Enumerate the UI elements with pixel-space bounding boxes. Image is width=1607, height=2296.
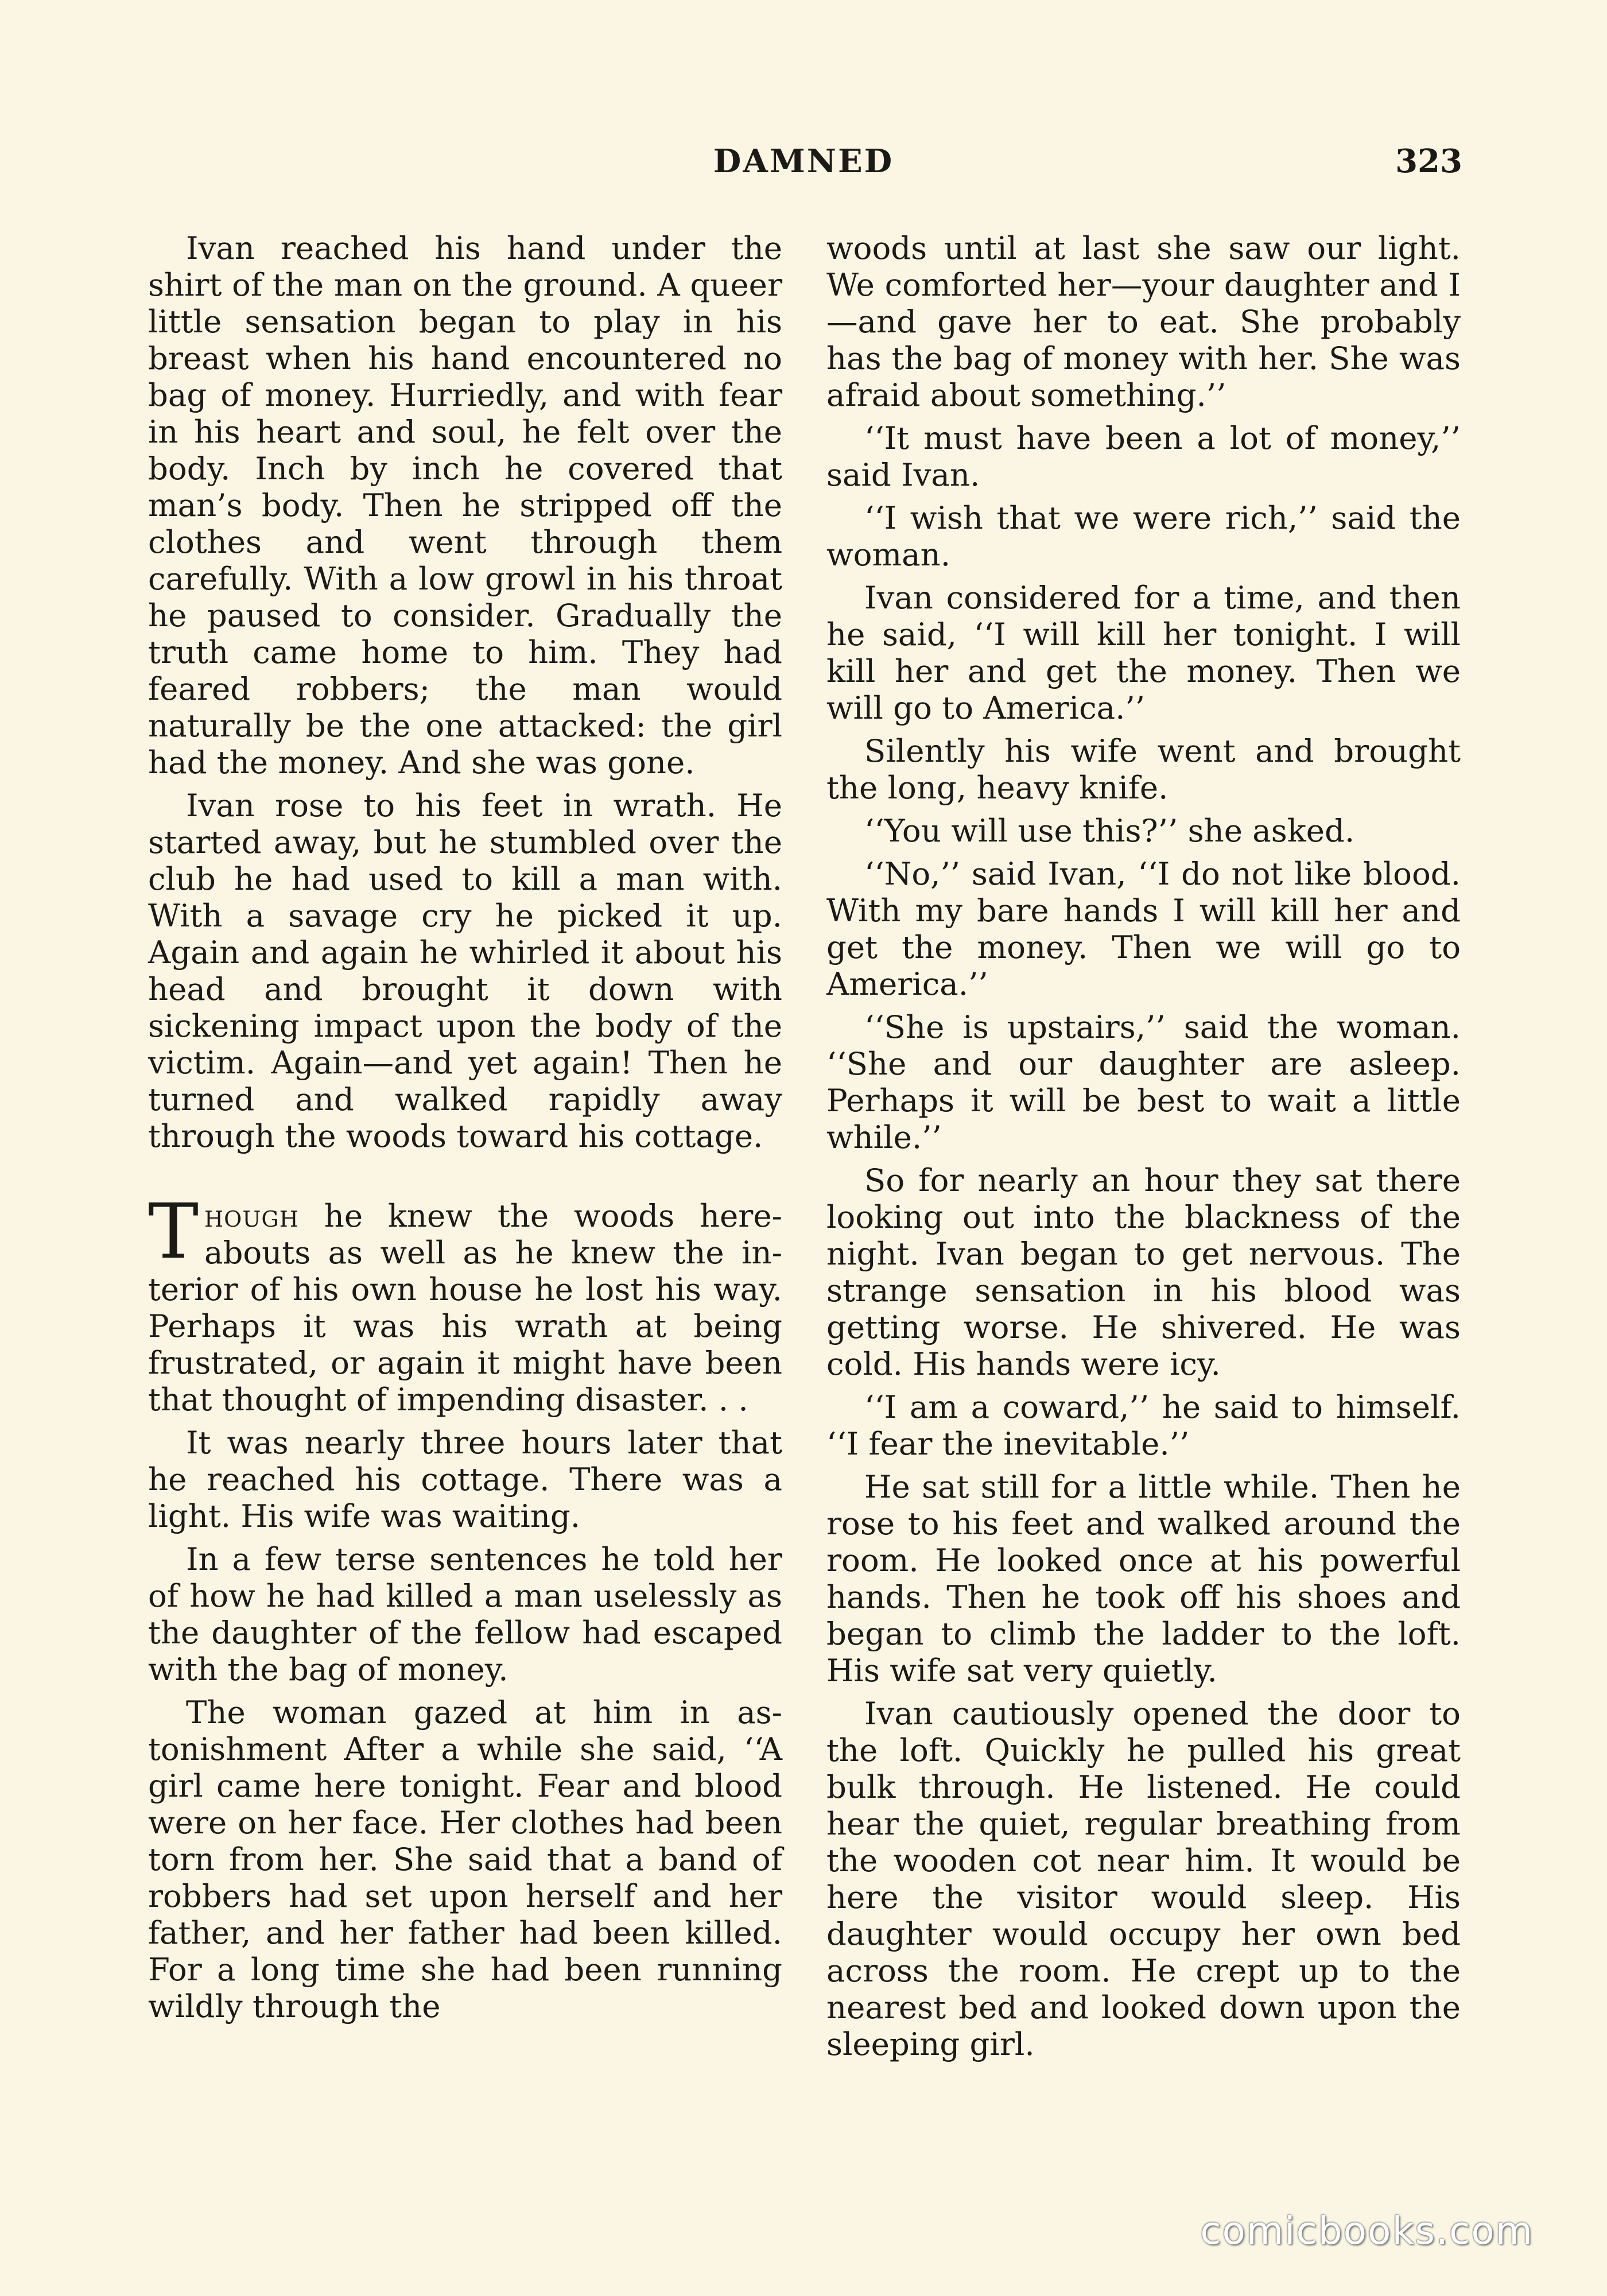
page-number: 323 bbox=[1395, 142, 1462, 180]
page-header bbox=[0, 142, 1607, 188]
paragraph: ‘‘It must have been a lot of money,’’ said Ivan. bbox=[826, 420, 1461, 493]
paragraph: ‘‘You will use this?’’ she asked. bbox=[864, 812, 1355, 849]
drop-cap: T bbox=[148, 1188, 199, 1276]
running-title: DAMNED bbox=[713, 142, 894, 180]
section-opening-paragraph bbox=[148, 1188, 782, 1418]
paragraph: In a few terse sentences he told her of how he had killed a man uselessly as the daughter of the fellow had escaped with the bag of money. bbox=[148, 1541, 782, 1688]
paragraph: Ivan reached his hand under the shirt of the man on the ground. A queer little sensation began to play in his breast when his hand encountered no bag of money. Hurriedly, and with fear in his heart and soul, he felt over the body. Inch by inch he covered that man’s body. Then he stripped off the clothes and went through them carefully. With a low growl in his throat he paused to consider. Gradually the truth came home to him. They had feared robbers; the man would naturally be the one attacked: the girl had the money. And she was gone. bbox=[148, 230, 782, 781]
continued-paragraph: woods until at last she saw our light. We comforted her—your daughter and I—and gave her to eat. She probably has the bag of money with her. She was afraid about something.’’ bbox=[826, 230, 1461, 413]
paragraph: It was nearly three hours later that he reached his cottage. There was a light. His wife was waiting. bbox=[148, 1424, 782, 1534]
paragraph: So for nearly an hour they sat there looking out into the blackness of the night. Ivan began to get nervous. The strange sensation in his blood was getting worse. He shivered. He was cold. His hands were icy. bbox=[826, 1162, 1461, 1382]
paragraph: Ivan cautiously opened the door to the loft. Quickly he pulled his great bulk through. He listened. He could hear the quiet, regular breathing from the wooden cot near him. It would be here the visitor would sleep. His daughter would occupy her own bed across the room. He crept up to the nearest bed and looked down upon the sleeping girl. bbox=[826, 1695, 1461, 2062]
paragraph: The woman gazed at him in astonishment After a while she said, ‘‘A girl came here tonight. Fear and blood were on her face. Her clothes had been torn from her. She said that a band of robbers had set upon herself and her father, and her father had been killed. For a long time she had been running wildly through the bbox=[148, 1694, 782, 2024]
paragraph: Ivan considered for a time, and then he said, ‘‘I will kill her tonight. I will kill her and get the money. Then we will go to America.’’ bbox=[826, 579, 1461, 726]
paragraph: ‘‘I am a coward,’’ he said to himself. ‘‘I fear the inevitable.’’ bbox=[826, 1389, 1461, 1462]
watermark: comicbooks.com bbox=[1200, 2209, 1534, 2253]
paragraph: Ivan rose to his feet in wrath. He started away, but he stumbled over the club he had used to kill a man with. With a savage cry he picked it up. Again and again he whirled it about his head and brought it down with sickening impact upon the body of the victim. Again—and yet again! Then he turned and walked rapidly away through the woods toward his cottage. bbox=[148, 787, 782, 1154]
paragraph: Silently his wife went and brought the long, heavy knife. bbox=[826, 732, 1461, 806]
left-column bbox=[148, 230, 782, 2031]
paragraph: He sat still for a little while. Then he rose to his feet and walked around the room. He looked once at his powerful hands. Then he took off his shoes and began to climb the ladder to the loft. His wife sat very quietly. bbox=[826, 1468, 1461, 1689]
small-caps-lead: hough bbox=[204, 1197, 299, 1234]
right-column bbox=[826, 230, 1461, 2069]
paragraph: ‘‘No,’’ said Ivan, ‘‘I do not like blood. With my bare hands I will kill her and get the money. Then we will go to America.’’ bbox=[826, 855, 1461, 1002]
paragraph: ‘‘She is upstairs,’’ said the woman. ‘‘She and our daughter are asleep. Perhaps it will be best to wait a little while.’’ bbox=[826, 1009, 1461, 1155]
paragraph: ‘‘I wish that we were rich,’’ said the woman. bbox=[826, 499, 1461, 573]
section-text: he knew the woods hereabouts as well as he knew the interior of his own house he lost his way. Perhaps it was his wrath at being frustrated, or again it might have been that thought of impending disaster. . . bbox=[148, 1197, 782, 1418]
